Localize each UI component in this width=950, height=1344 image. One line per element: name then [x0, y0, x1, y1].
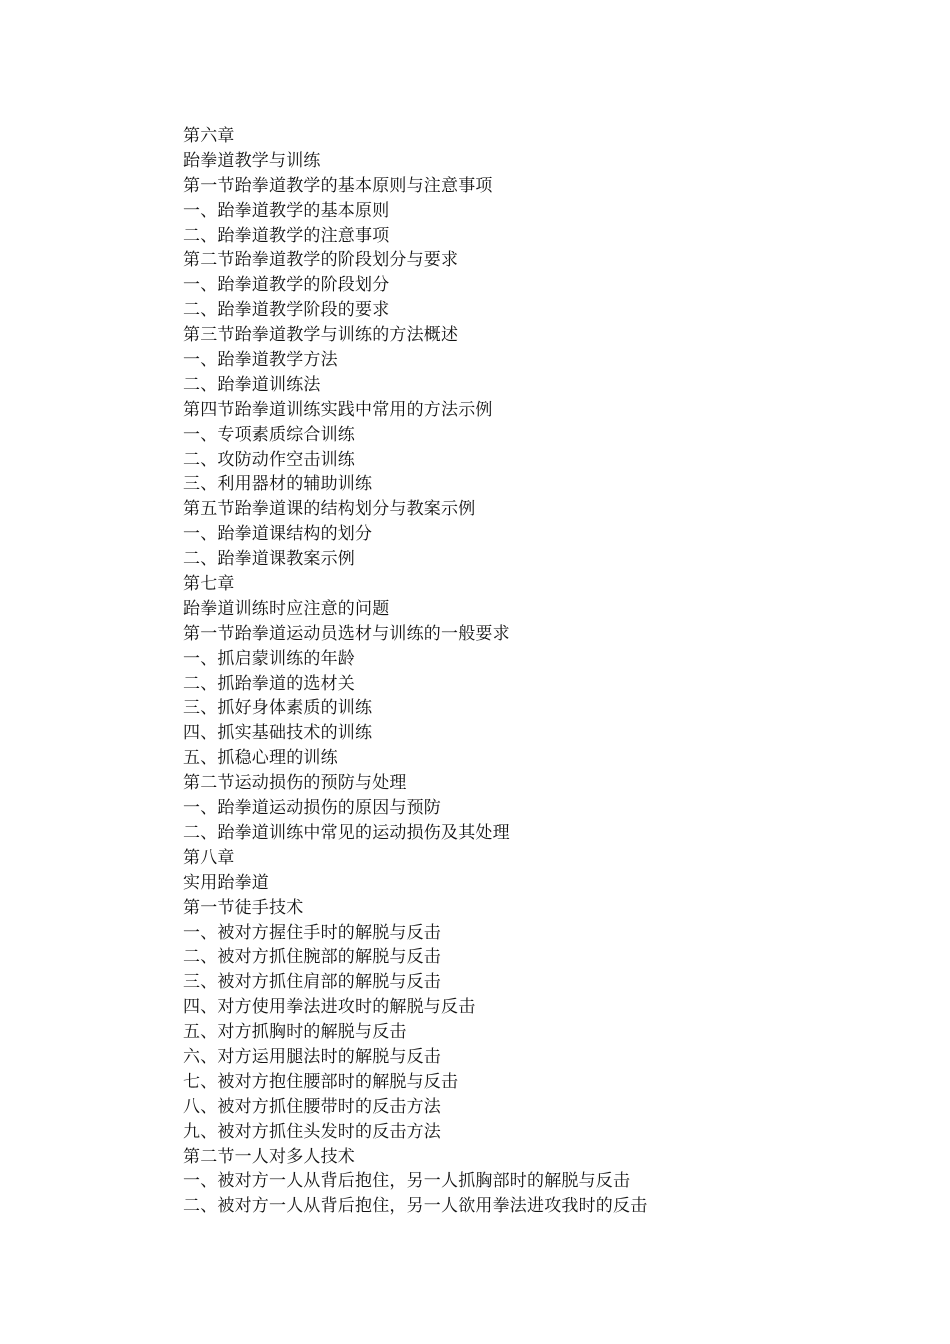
list-item: 三、抓好身体素质的训练	[183, 698, 373, 719]
chapter-8-title: 实用跆拳道	[183, 872, 269, 893]
chapter-6-title: 跆拳道教学与训练	[183, 150, 321, 171]
list-item: 二、被对方一人从背后抱住，另一人欲用拳法进攻我时的反击	[183, 1196, 648, 1217]
section-heading: 第四节跆拳道训练实践中常用的方法示例	[183, 399, 493, 420]
list-item: 一、跆拳道课结构的划分	[183, 524, 373, 545]
section-heading: 第二节运动损伤的预防与处理	[183, 773, 407, 794]
list-item: 五、对方抓胸时的解脱与反击	[183, 1022, 407, 1043]
chapter-7-title: 跆拳道训练时应注意的问题	[183, 598, 390, 619]
list-item: 一、跆拳道教学的基本原则	[183, 200, 390, 221]
list-item: 二、抓跆拳道的选材关	[183, 673, 355, 694]
list-item: 一、跆拳道运动损伤的原因与预防	[183, 798, 441, 819]
section-heading: 第一节徒手技术	[183, 897, 304, 918]
list-item: 一、跆拳道教学的阶段划分	[183, 275, 390, 296]
section-heading: 第一节跆拳道运动员选材与训练的一般要求	[183, 623, 510, 644]
list-item: 八、被对方抓住腰带时的反击方法	[183, 1096, 441, 1117]
list-item: 二、跆拳道训练法	[183, 374, 321, 395]
section-heading: 第五节跆拳道课的结构划分与教案示例	[183, 499, 476, 520]
list-item: 二、跆拳道课教案示例	[183, 549, 355, 570]
list-item: 二、跆拳道训练中常见的运动损伤及其处理	[183, 822, 510, 843]
list-item: 一、跆拳道教学方法	[183, 350, 338, 371]
section-heading: 第二节一人对多人技术	[183, 1146, 355, 1167]
table-of-contents	[183, 124, 647, 1219]
chapter-6-heading: 第六章	[183, 126, 235, 146]
section-heading: 第三节跆拳道教学与训练的方法概述	[183, 325, 459, 346]
chapter-7-heading: 第七章	[183, 574, 235, 595]
list-item: 一、专项素质综合训练	[183, 424, 355, 445]
list-item: 二、攻防动作空击训练	[183, 449, 355, 470]
list-item: 九、被对方抓住头发时的反击方法	[183, 1121, 441, 1142]
list-item: 二、被对方抓住腕部的解脱与反击	[183, 947, 441, 968]
list-item: 一、抓启蒙训练的年龄	[183, 648, 355, 669]
list-item: 二、跆拳道教学阶段的要求	[183, 300, 390, 321]
section-heading: 第一节跆拳道教学的基本原则与注意事项	[183, 175, 493, 196]
list-item: 二、跆拳道教学的注意事项	[183, 225, 390, 246]
chapter-8-heading: 第八章	[183, 847, 235, 868]
list-item: 三、被对方抓住肩部的解脱与反击	[183, 972, 441, 993]
list-item: 四、对方使用拳法进攻时的解脱与反击	[183, 997, 476, 1018]
list-item: 四、抓实基础技术的训练	[183, 723, 373, 744]
list-item: 一、被对方握住手时的解脱与反击	[183, 922, 441, 943]
section-heading: 第二节跆拳道教学的阶段划分与要求	[183, 250, 459, 271]
list-item: 三、利用器材的辅助训练	[183, 474, 373, 495]
list-item: 六、对方运用腿法时的解脱与反击	[183, 1046, 441, 1067]
list-item: 七、被对方抱住腰部时的解脱与反击	[183, 1071, 459, 1092]
list-item: 五、抓稳心理的训练	[183, 748, 338, 769]
list-item: 一、被对方一人从背后抱住，另一人抓胸部时的解脱与反击	[183, 1171, 631, 1192]
